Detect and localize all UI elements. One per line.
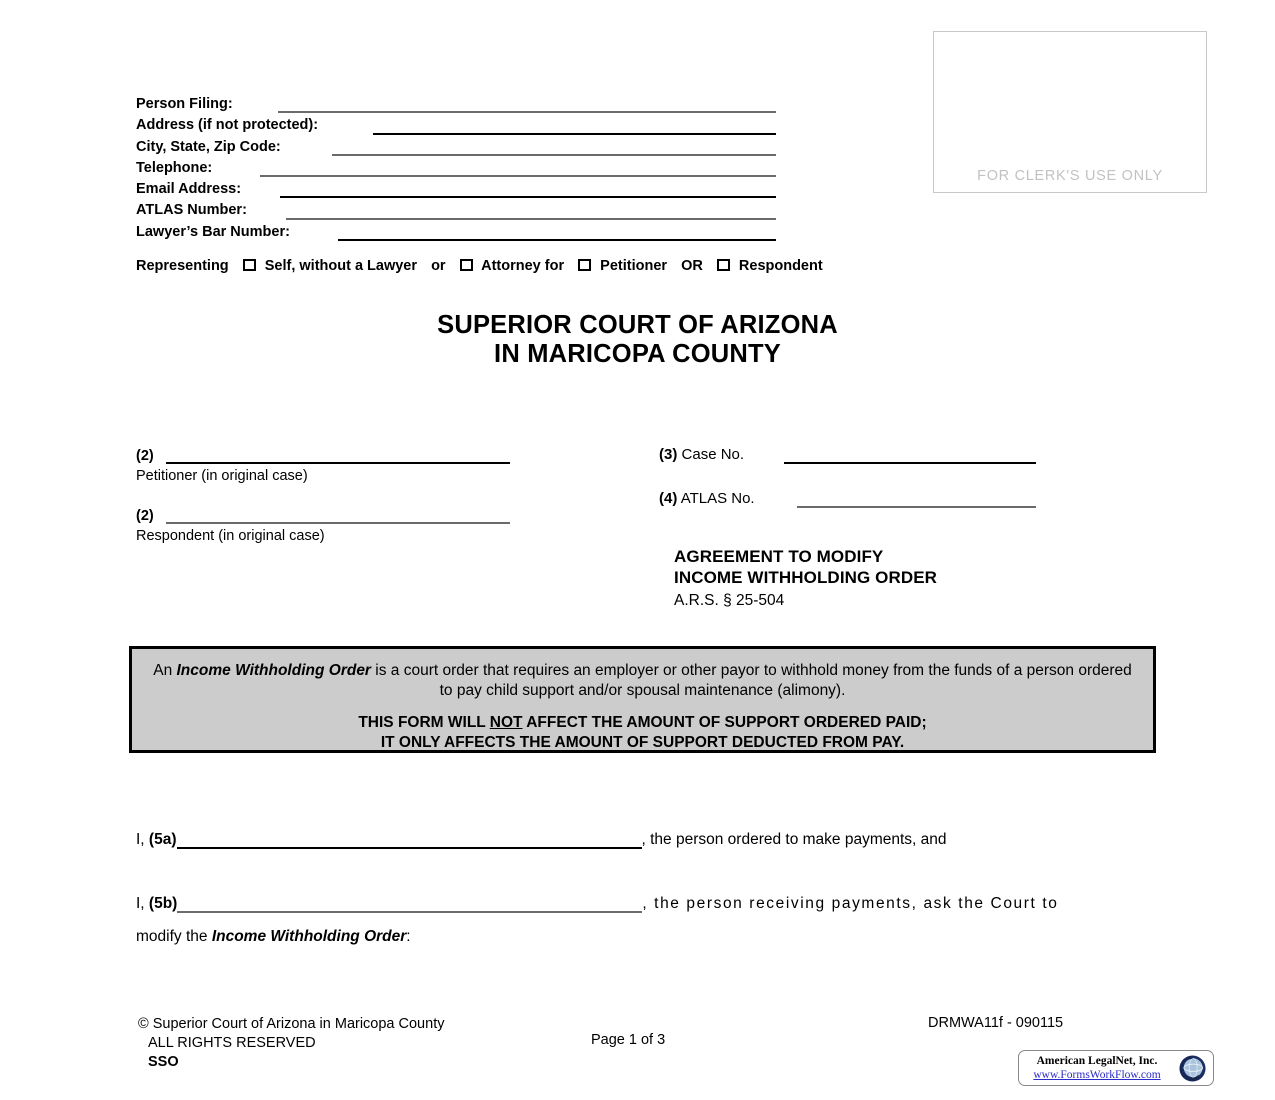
court-title-line2: IN MARICOPA COUNTY (494, 340, 781, 368)
body-5b-tail: , the person receiving payments, ask the Court to (642, 895, 1059, 912)
filer-information-fields (136, 95, 776, 244)
body-5a-pronoun: I, (136, 831, 149, 848)
body-5a-tail: , the person ordered to make payments, and (641, 831, 947, 848)
body-5a-item-number: (5a) (148, 831, 177, 848)
notice-p2-underlined: NOT (489, 714, 523, 731)
footer-page-number: Page 1 of 3 (591, 1032, 666, 1048)
body-line-5a (136, 830, 947, 849)
atlas-number-text: ATLAS No. (680, 490, 755, 507)
footer-copyright: © Superior Court of Arizona in Maricopa County (138, 1016, 445, 1032)
label-attorney-for: Attorney for (481, 258, 565, 274)
field-city-state-zip[interactable] (136, 138, 776, 159)
form-title-line1: AGREEMENT TO MODIFY (674, 547, 884, 566)
notice-p1-prefix: An (153, 662, 177, 679)
notice-box (129, 646, 1156, 753)
notice-p1-body: is a court order that requires an employer or other payor to withhold money from the funds of a person ordered to pay child support and/or spousal maintenance (alimony). (370, 662, 1132, 699)
clerk-use-label: FOR CLERK'S USE ONLY (977, 168, 1163, 184)
body-5a-name-blank[interactable] (177, 830, 642, 849)
body-5b-item-number: (5b) (148, 895, 178, 912)
conjunction-or-lower: or (431, 258, 446, 274)
atlas-number-blank[interactable] (797, 506, 1036, 508)
field-atlas-number-blank[interactable] (286, 218, 776, 220)
footer-copyright-block (138, 1015, 444, 1072)
label-self-without-lawyer: Self, without a Lawyer (264, 258, 418, 274)
case-number-blank[interactable] (784, 462, 1036, 464)
american-legalnet-badge[interactable] (1018, 1050, 1214, 1086)
field-city-state-zip-label: City, State, Zip Code: (136, 138, 281, 155)
field-email-address-label: Email Address: (136, 181, 242, 198)
field-lawyer-bar-number-blank[interactable] (338, 239, 776, 241)
case-number-row (659, 445, 1036, 467)
field-person-filing-blank[interactable] (278, 111, 776, 113)
notice-p2-body: AFFECT THE AMOUNT OF SUPPORT ORDERED PAID; (522, 714, 927, 731)
petitioner-block (136, 446, 510, 485)
american-legalnet-globe-icon (1178, 1054, 1207, 1083)
field-person-filing[interactable] (136, 95, 776, 116)
footer-rights: ALL RIGHTS RESERVED (148, 1035, 316, 1051)
notice-p2-prefix: THIS FORM WILL (358, 714, 490, 731)
footer-form-code: DRMWA11f - 090115 (928, 1015, 1064, 1031)
field-person-filing-label: Person Filing: (136, 96, 233, 112)
respondent-name-blank[interactable] (166, 522, 510, 524)
notice-warning-paragraph (146, 713, 1139, 752)
form-title (674, 546, 937, 611)
field-lawyer-bar-number-label: Lawyer’s Bar Number: (136, 223, 290, 240)
checkbox-respondent[interactable] (717, 259, 730, 271)
field-telephone-blank[interactable] (260, 175, 776, 177)
court-title-line1: SUPERIOR COURT OF ARIZONA (437, 311, 838, 339)
field-email-address[interactable] (136, 180, 776, 201)
field-atlas-number-label: ATLAS Number: (136, 202, 247, 219)
body-5b-name-blank[interactable] (177, 894, 642, 913)
atlas-number-row (659, 489, 1036, 511)
representing-label: Representing (136, 258, 229, 274)
notice-definition-paragraph (146, 661, 1139, 700)
form-title-line2: INCOME WITHHOLDING ORDER (674, 568, 938, 587)
respondent-sublabel: Respondent (in original case) (136, 528, 325, 544)
field-telephone[interactable] (136, 159, 776, 180)
checkbox-petitioner[interactable] (578, 259, 591, 271)
field-email-address-blank[interactable] (280, 196, 776, 198)
body-continuation-prefix: modify the (136, 928, 212, 945)
american-legalnet-text (1026, 1054, 1168, 1082)
body-5b-lead (136, 895, 177, 913)
body-line-5b (136, 894, 1058, 913)
case-number-label (659, 446, 744, 463)
footer-sso: SSO (148, 1054, 179, 1070)
case-number-text: Case No. (681, 446, 745, 463)
american-legalnet-company: American LegalNet, Inc. (1036, 1055, 1158, 1067)
label-respondent: Respondent (738, 258, 823, 274)
field-lawyer-bar-number[interactable] (136, 223, 776, 244)
representing-row (136, 257, 823, 275)
field-address-label: Address (if not protected): (136, 117, 319, 134)
field-address-blank[interactable] (373, 133, 776, 135)
body-5a-lead (136, 831, 177, 849)
petitioner-name-blank[interactable] (166, 462, 510, 464)
checkbox-attorney-for[interactable] (460, 259, 473, 271)
notice-p1-emphasis: Income Withholding Order (176, 662, 371, 679)
case-number-item-num: (3) (659, 446, 678, 463)
body-5b-pronoun: I, (136, 895, 149, 912)
court-title (0, 311, 1275, 369)
respondent-number: (2) (136, 508, 154, 524)
respondent-block (136, 506, 510, 545)
form-statute-reference: A.R.S. § 25-504 (674, 592, 785, 609)
clerk-use-box (933, 31, 1207, 193)
label-petitioner: Petitioner (600, 258, 668, 274)
body-continuation (136, 928, 411, 946)
checkbox-self-without-lawyer[interactable] (243, 259, 256, 271)
body-continuation-emphasis: Income Withholding Order (211, 928, 407, 945)
field-address[interactable] (136, 116, 776, 137)
atlas-number-label (659, 490, 755, 507)
field-city-state-zip-blank[interactable] (332, 154, 776, 156)
conjunction-or-upper: OR (681, 258, 703, 274)
formsworkflow-url[interactable]: www.FormsWorkFlow.com (1033, 1069, 1161, 1081)
petitioner-sublabel: Petitioner (in original case) (136, 468, 308, 484)
body-continuation-suffix: : (406, 928, 411, 945)
petitioner-number: (2) (136, 448, 154, 464)
atlas-number-item-num: (4) (659, 490, 678, 507)
notice-p2-line2: IT ONLY AFFECTS THE AMOUNT OF SUPPORT DEDUCTED FROM PAY. (380, 733, 905, 751)
field-atlas-number[interactable] (136, 201, 776, 222)
field-telephone-label: Telephone: (136, 159, 213, 176)
